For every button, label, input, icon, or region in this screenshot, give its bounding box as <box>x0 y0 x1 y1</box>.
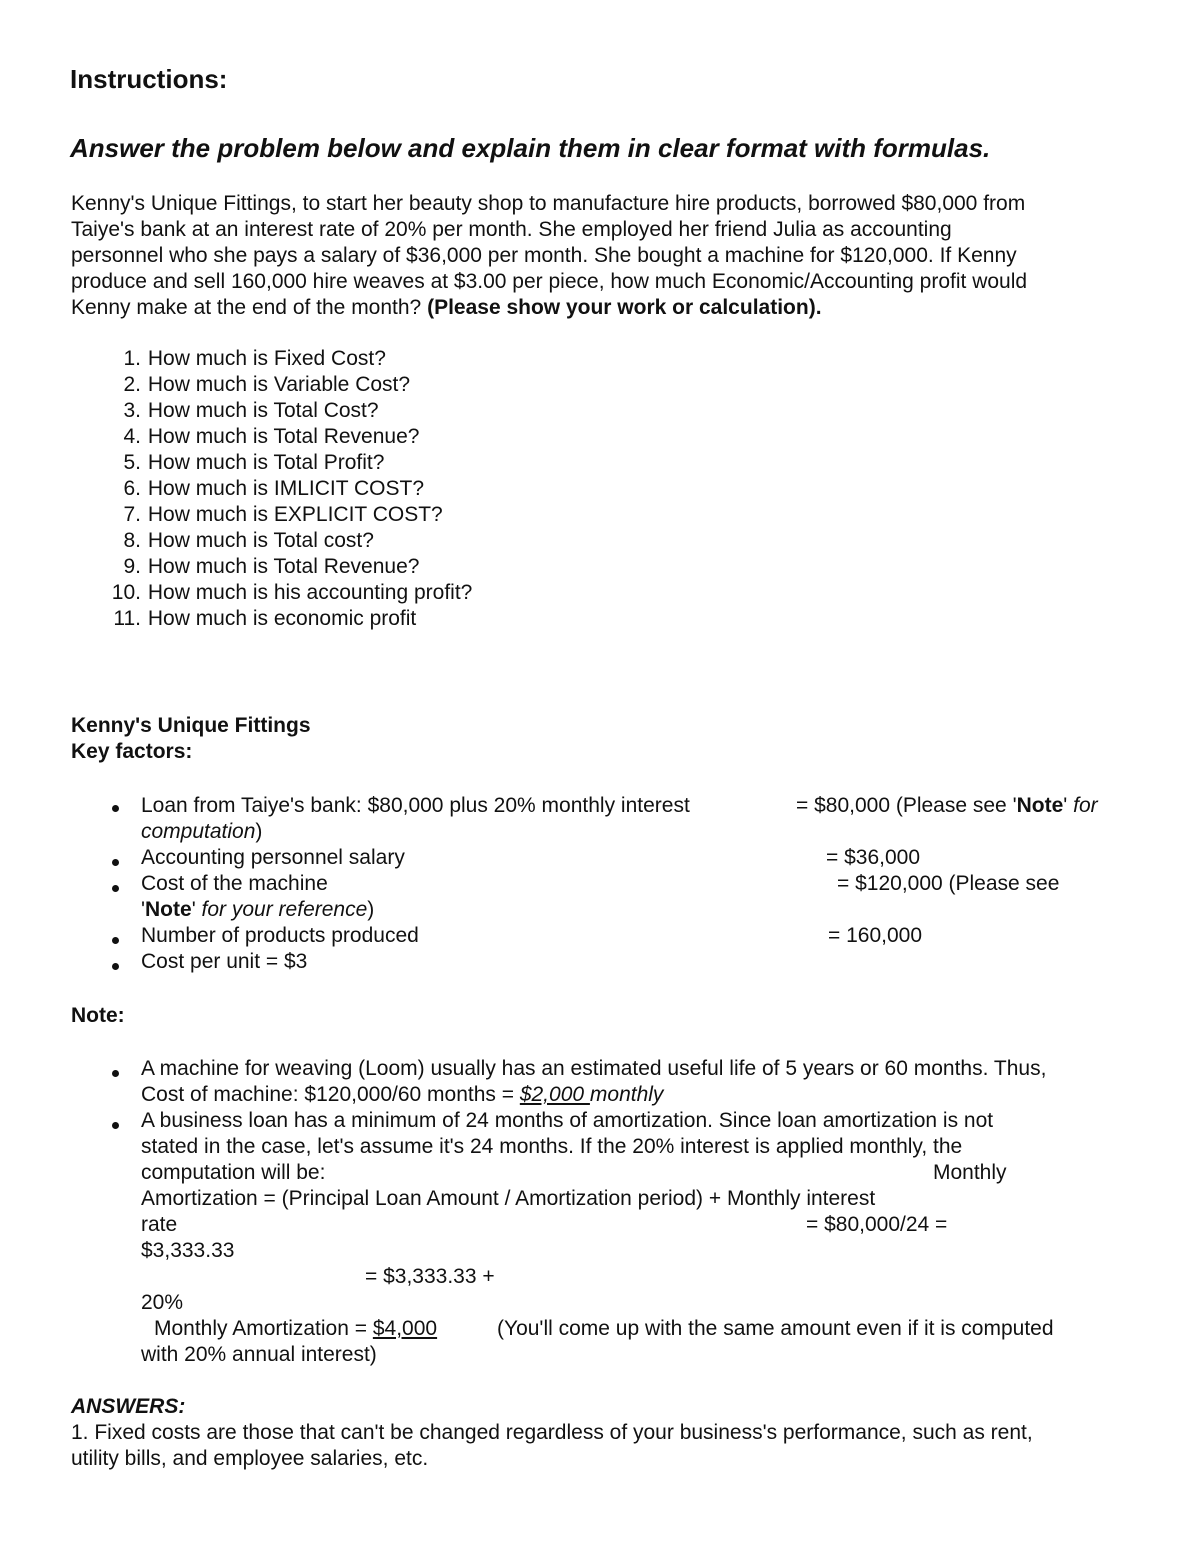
list-item <box>71 450 472 476</box>
problem-line-3: personnel who she pays a salary of $36,000 per month. She bought a machine for $120,000. If Kenny <box>71 244 1017 267</box>
note-loan-monthly-amortization: $4,000 <box>372 1317 438 1340</box>
note-loan-line-7: = $3,333.33 + <box>365 1265 495 1288</box>
question-text: How much is Total Revenue? <box>147 425 420 448</box>
loan-value-text: = $80,000 (Please see ' <box>796 794 1017 817</box>
loan-value-for: for <box>1073 794 1098 817</box>
products-value: = 160,000 <box>828 924 923 947</box>
loan-cont-text: computation <box>141 820 256 843</box>
note-loan-line-5: rate <box>141 1213 178 1236</box>
problem-line-2: Taiye's bank at an interest rate of 20% per month. She employed her friend Julia as accounting <box>71 218 952 241</box>
machine-continuation <box>141 897 374 923</box>
problem-line-1: Kenny's Unique Fittings, to start her beauty shop to manufacture hire products, borrowed $80,000 from <box>71 192 1026 215</box>
question-number: 5. <box>123 451 141 474</box>
question-text: How much is his accounting profit? <box>147 581 473 604</box>
question-number: 8. <box>123 529 141 552</box>
list-item <box>71 502 472 528</box>
problem-line-5-start: Kenny make at the end of the month? <box>71 296 428 319</box>
question-text: How much is Fixed Cost? <box>147 347 386 370</box>
list-item <box>71 528 472 554</box>
list-item <box>71 554 472 580</box>
machine-cont-end: ) <box>367 898 375 921</box>
note-loan-line-9-start <box>154 1316 437 1342</box>
note-loan-line-10: with 20% annual interest) <box>141 1343 377 1366</box>
question-text: How much is Total cost? <box>147 529 374 552</box>
question-text: How much is Variable Cost? <box>147 373 411 396</box>
key-factors-title: Key factors: <box>71 740 193 763</box>
problem-line-4: produce and sell 160,000 hire weaves at $3.00 per piece, how much Economic/Accounting profit would <box>71 270 1028 293</box>
company-title: Kenny's Unique Fittings <box>71 714 311 737</box>
list-item <box>71 346 472 372</box>
bullet-icon <box>112 847 119 873</box>
note-machine-line-2 <box>141 1082 663 1108</box>
machine-value: = $120,000 (Please see <box>837 872 1060 895</box>
salary-value: = $36,000 <box>826 846 921 869</box>
note-machine-monthly-amount: $2,000 <box>519 1083 590 1106</box>
unit-label: Cost per unit = $3 <box>141 950 308 973</box>
question-text: How much is EXPLICIT COST? <box>147 503 443 526</box>
machine-cont-note: Note <box>145 898 192 921</box>
question-number: 7. <box>123 503 141 526</box>
machine-cont-quote: ' <box>141 898 146 921</box>
list-item <box>71 398 472 424</box>
note-loan-line-3: computation will be: <box>141 1161 326 1184</box>
bullet-icon <box>112 873 119 899</box>
loan-value <box>796 793 1098 819</box>
problem-line-5-end: . <box>815 296 822 319</box>
question-text: How much is IMLICIT COST? <box>147 477 425 500</box>
problem-line-5-bold: (Please show your work or calculation) <box>427 296 816 319</box>
answers-title: ANSWERS: <box>71 1395 186 1418</box>
question-number: 9. <box>123 555 141 578</box>
answer-1-line-2: utility bills, and employee salaries, etc. <box>71 1447 429 1470</box>
question-text: How much is Total Revenue? <box>147 555 420 578</box>
question-number: 4. <box>123 425 141 448</box>
bullet-icon <box>112 1058 119 1084</box>
note-loan-line-2: stated in the case, let's assume it's 24 months. If the 20% interest is applied monthly, the <box>141 1135 963 1158</box>
machine-cont-quote: ' <box>191 898 202 921</box>
note-loan-line-9-end: (You'll come up with the same amount even if it is computed <box>497 1317 1054 1340</box>
note-machine-line-2-start: Cost of machine: $120,000/60 months = <box>141 1083 520 1106</box>
list-item <box>71 606 472 632</box>
bullet-icon <box>112 951 119 977</box>
note-loan-line-6: $3,333.33 <box>141 1239 235 1262</box>
list-item <box>71 424 472 450</box>
question-number: 10. <box>111 581 141 604</box>
products-label: Number of products produced <box>141 924 419 947</box>
main-prompt: Answer the problem below and explain them in clear format with formulas. <box>70 133 991 163</box>
answer-1-line-1: 1. Fixed costs are those that can't be changed regardless of your business's performance, such as rent, <box>71 1421 1033 1444</box>
note-loan-line-3-right: Monthly <box>933 1161 1007 1184</box>
loan-label: Loan from Taiye's bank: $80,000 plus 20% monthly interest <box>141 794 690 817</box>
question-number: 3. <box>123 399 141 422</box>
question-text: How much is Total Profit? <box>147 451 385 474</box>
question-number: 2. <box>123 373 141 396</box>
note-loan-line-8: 20% <box>141 1291 184 1314</box>
loan-cont-end: ) <box>255 820 263 843</box>
problem-line-5 <box>71 295 822 321</box>
machine-cont-ref: for your reference <box>201 898 368 921</box>
note-loan-line-1: A business loan has a minimum of 24 months of amortization. Since loan amortization is not <box>141 1109 994 1132</box>
salary-label: Accounting personnel salary <box>141 846 405 869</box>
loan-value-quote: ' <box>1063 794 1074 817</box>
list-item <box>71 476 472 502</box>
question-number: 11. <box>113 607 141 630</box>
question-text: How much is economic profit <box>147 607 417 630</box>
loan-value-note: Note <box>1016 794 1064 817</box>
question-text: How much is Total Cost? <box>147 399 379 422</box>
note-machine-line-2-end: monthly <box>589 1083 664 1106</box>
bullet-icon <box>112 1110 119 1136</box>
note-loan-line-5-right: = $80,000/24 = <box>806 1213 948 1236</box>
question-number: 6. <box>123 477 141 500</box>
question-number: 1. <box>123 347 141 370</box>
note-loan-line-9-label: Monthly Amortization = <box>154 1317 373 1340</box>
note-title: Note: <box>71 1004 125 1027</box>
loan-continuation <box>141 819 262 845</box>
bullet-icon <box>112 925 119 951</box>
bullet-icon <box>112 793 119 819</box>
machine-label: Cost of the machine <box>141 872 328 895</box>
instructions-title: Instructions: <box>70 64 228 94</box>
note-loan-line-4: Amortization = (Principal Loan Amount / Amortization period) + Monthly interest <box>141 1187 876 1210</box>
list-item <box>71 580 472 606</box>
list-item <box>71 372 472 398</box>
note-machine-line-1: A machine for weaving (Loom) usually has an estimated useful life of 5 years or 60 months. Thus, <box>141 1057 1047 1080</box>
questions-list <box>71 346 472 632</box>
